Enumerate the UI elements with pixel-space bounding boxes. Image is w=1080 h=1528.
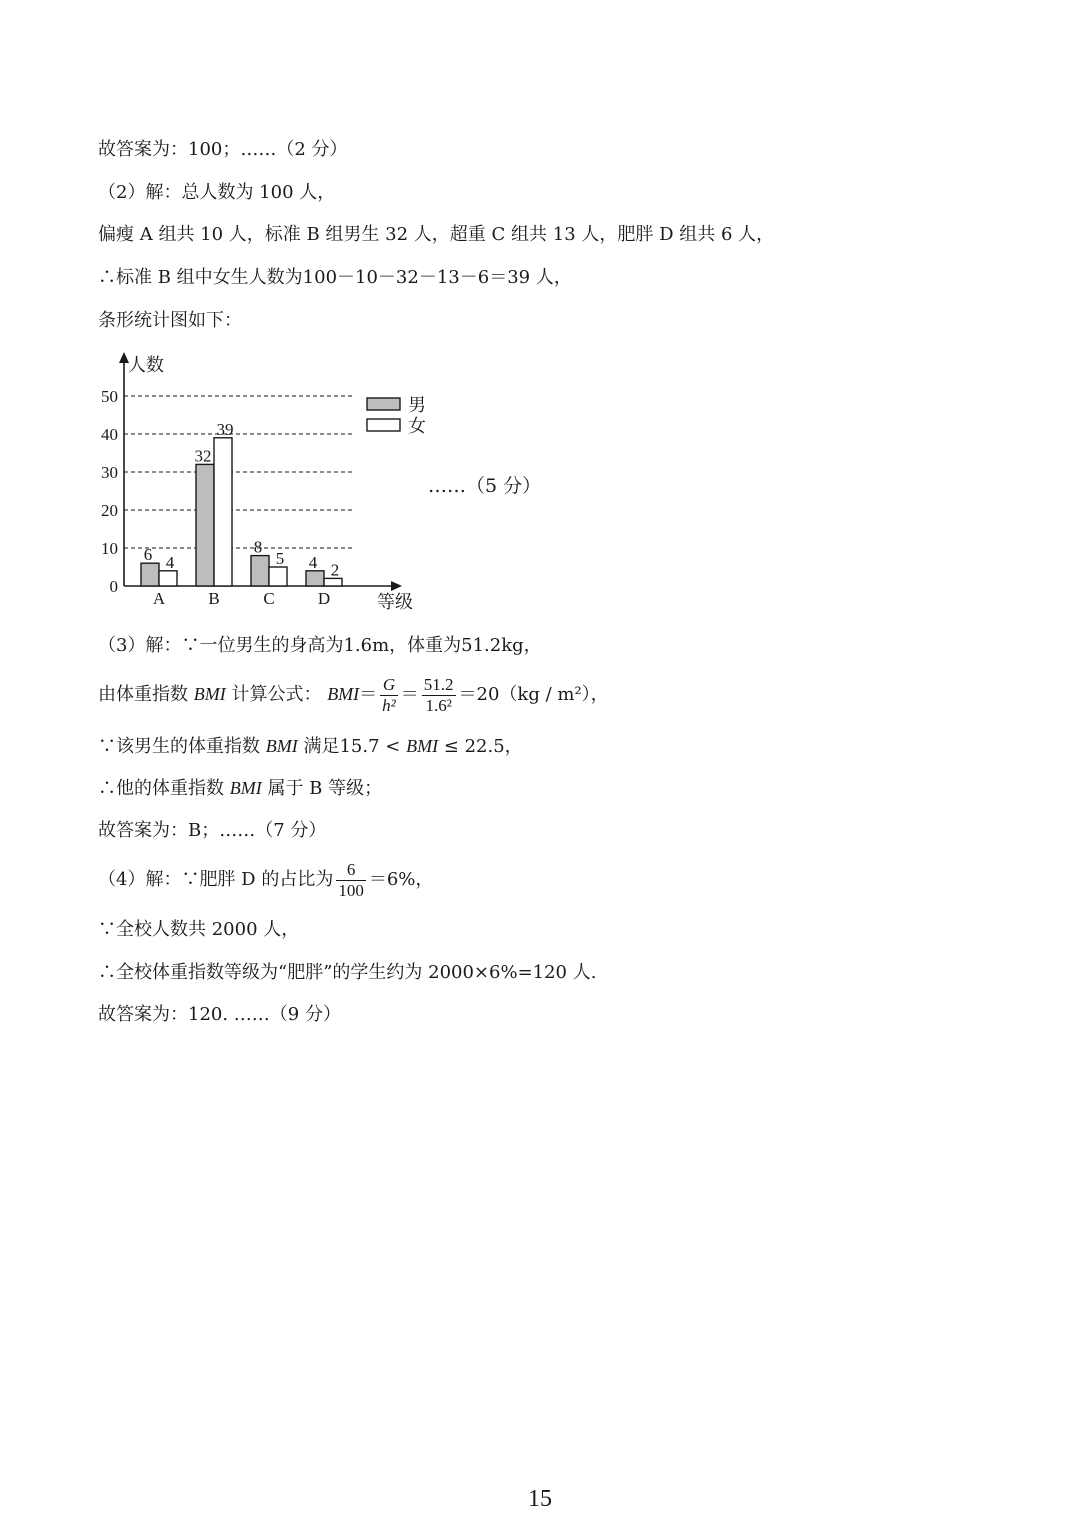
data-label-A-series-2: 4: [165, 552, 175, 572]
answer-line-2: （2）解：总人数为 100 人，: [98, 182, 336, 203]
x-tick-label-D: D: [317, 589, 331, 608]
data-label-B-series-2: 39: [216, 419, 234, 439]
fraction-denominator-3: 100: [338, 880, 364, 900]
y-tick-label-0: 0: [109, 577, 118, 596]
bmi-formula-mid: 计算公式：: [231, 684, 322, 705]
page-number: 15: [528, 1486, 552, 1512]
bar-B-series-2: [214, 438, 232, 586]
fraction-denominator-2: 1.6²: [422, 695, 456, 716]
answer-line-4: ∴标准 B 组中女生人数为100－10－32－13－6＝39 人，: [98, 267, 572, 288]
data-label-D-series-1: 4: [308, 552, 318, 572]
legend-label-2: 女: [408, 416, 426, 436]
y-axis-label: 人数: [128, 355, 164, 375]
fraction-numerator-3: 6: [346, 859, 356, 879]
bmi-symbol-2: BMI: [327, 684, 360, 704]
fraction-51-2-over-1-6-squared: [422, 675, 456, 716]
answer-line-6: （3）解：∵一位男生的身高为1.6m，体重为51.2kg，: [98, 635, 542, 656]
bar-D-series-1: [306, 571, 324, 586]
x-tick-label-A: A: [152, 589, 166, 608]
y-tick-label-30: 30: [101, 463, 118, 482]
line8-tail: ≤ 22.5，: [443, 736, 523, 757]
answer-line-12: ∵全校人数共 2000 人，: [98, 919, 300, 940]
bar-A-series-1: [141, 563, 159, 586]
legend-swatch-2: [367, 419, 400, 431]
answer-line-13: ∴全校体重指数等级为“肥胖”的学生约为 2000×6%=120 人.: [98, 962, 597, 983]
fraction-numerator-2: 51.2: [423, 674, 454, 694]
bar-C-series-2: [269, 567, 287, 586]
bmi-symbol: BMI: [193, 684, 226, 704]
answer-line-10: 故答案为：B；……（7 分）: [98, 820, 327, 841]
line11-tail: ＝6%，: [368, 869, 434, 890]
data-label-D-series-2: 2: [330, 560, 340, 580]
bmi-symbol-3: BMI: [265, 736, 298, 756]
answer-line-14: 故答案为：120. ……（9 分）: [98, 1004, 341, 1025]
bar-chart: [88, 346, 438, 618]
bar-B-series-1: [196, 464, 214, 586]
bar-C-series-1: [251, 556, 269, 586]
bmi-symbol-5: BMI: [229, 778, 262, 798]
fraction-6-over-100: [336, 860, 366, 901]
bmi-formula-prefix: 由体重指数: [98, 684, 188, 705]
x-tick-label-C: C: [263, 589, 275, 608]
answer-line-3: 偏瘦 A 组共 10 人，标准 B 组男生 32 人，超重 C 组共 13 人，肥胖 D 组共 6 人，: [98, 224, 775, 245]
line8-mid: 满足15.7 <: [303, 736, 401, 757]
data-label-A-series-1: 6: [143, 545, 153, 565]
fraction-denominator: h²: [382, 695, 396, 715]
data-label-C-series-2: 5: [275, 549, 285, 568]
fraction-g-over-h2: [380, 675, 398, 716]
answer-line-1: 故答案为：100；……（2 分）: [98, 139, 348, 160]
x-axis-label: 等级: [377, 592, 413, 612]
y-tick-label-10: 10: [101, 539, 118, 558]
y-tick-label-50: 50: [101, 387, 118, 406]
legend-swatch-1: [367, 398, 400, 410]
data-label-B-series-1: 32: [194, 446, 212, 466]
answer-line-5: 条形统计图如下：: [98, 310, 242, 331]
equals-sign-1: ＝: [359, 684, 378, 705]
x-tick-label-B: B: [208, 589, 220, 608]
answer-line-9: [98, 776, 382, 801]
equals-sign-2: ＝: [400, 684, 419, 705]
line8-prefix: ∵该男生的体重指数: [98, 736, 260, 757]
fraction-numerator: G: [382, 674, 396, 694]
line9-prefix: ∴他的体重指数: [98, 778, 224, 799]
x-axis-arrow: [391, 581, 402, 591]
score-note: ……（5 分）: [428, 475, 542, 497]
legend-label-1: 男: [408, 395, 426, 415]
data-label-C-series-1: 8: [253, 537, 263, 557]
bmi-result: ＝20（kg / m²），: [458, 684, 609, 705]
answer-line-11: [98, 856, 433, 904]
answer-line-8: [98, 734, 523, 759]
line11-prefix: （4）解：∵肥胖 D 的占比为: [98, 869, 334, 890]
y-tick-label-40: 40: [101, 425, 118, 444]
bmi-formula-line: [98, 670, 609, 719]
bar-A-series-2: [159, 571, 177, 586]
bar-D-series-2: [324, 578, 342, 586]
y-tick-label-20: 20: [101, 501, 118, 520]
bmi-symbol-4: BMI: [406, 736, 439, 756]
line9-tail: 属于 B 等级；: [267, 778, 383, 799]
